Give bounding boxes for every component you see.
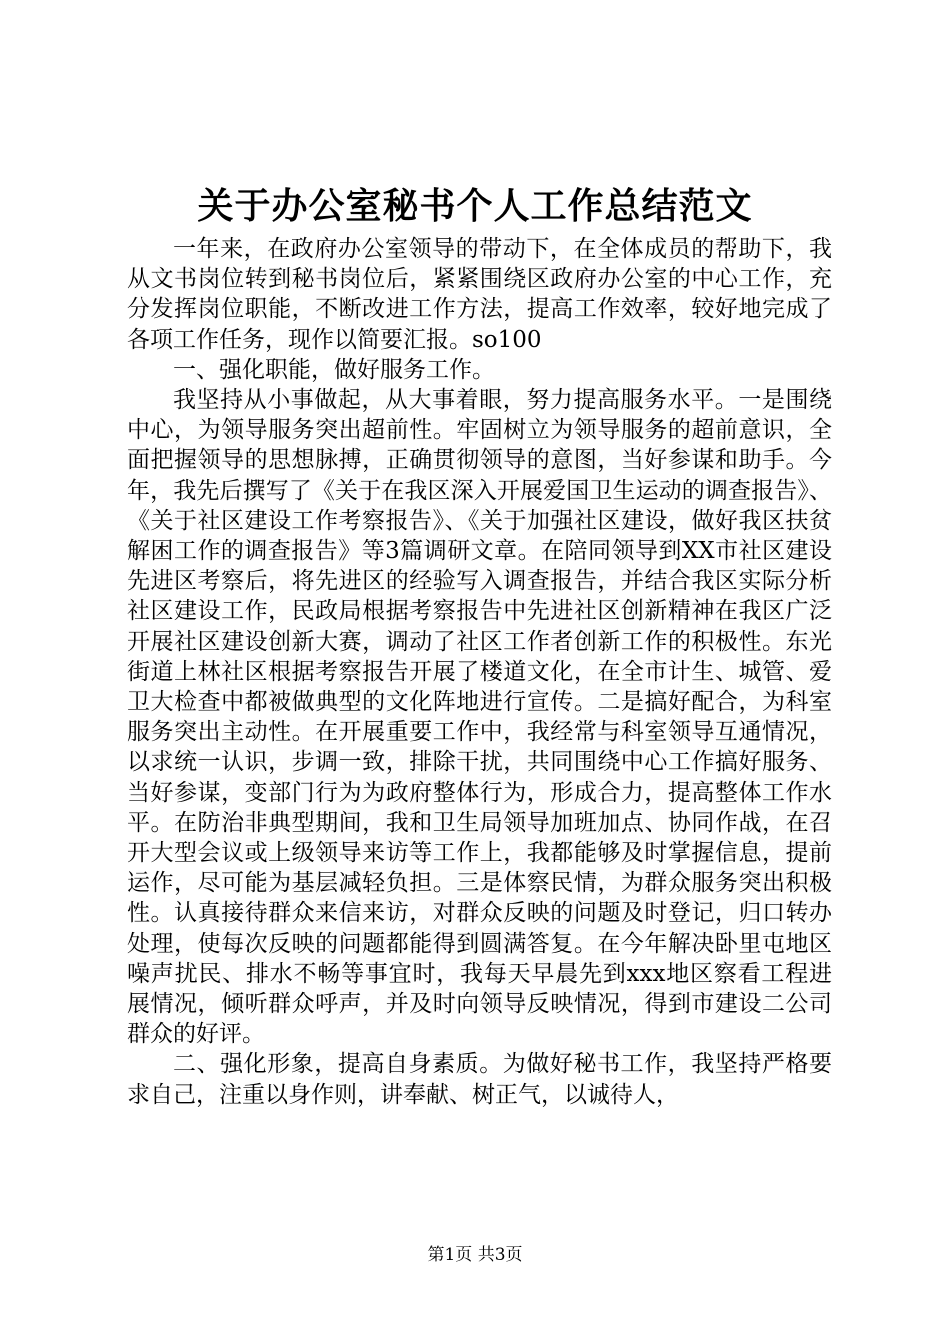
- paragraph-intro: 一年来，在政府办公室领导的带动下，在全体成员的帮助下，我从文书岗位转到秘书岗位后，紧紧围绕区政府办公室的中心工作，充分发挥岗位职能，不断改进工作方法，提高工作效率，较好地完成了各项工作任务，现作以简要汇报。so100: [127, 236, 832, 353]
- page-number-footer: 第1页 共3页: [427, 1245, 523, 1265]
- paragraph-section-1: 我坚持从小事做起，从大事着眼，努力提高服务水平。一是围绕中心，为领导服务突出超前性。牢固树立为领导服务的超前意识，全面把握领导的思想脉搏，正确贯彻领导的意图，当好参谋和助手。今年，我先后撰写了《关于在我区深入开展爱国卫生运动的调查报告》、《关于社区建设工作考察报告》、《关于加强社区建设，做好我区扶贫解困工作的调查报告》等3篇调研文章。在陪同领导到XX市社区建设先进区考察后，将先进区的经验写入调查报告，并结合我区实际分析社区建设工作，民政局根据考察报告中先进社区创新精神在我区广泛开展社区建设创新大赛，调动了社区工作者创新工作的积极性。东光街道上林社区根据考察报告开展了楼道文化，在全市计生、城管、爱卫大检查中都被做典型的文化阵地进行宣传。二是搞好配合，为科室服务突出主动性。在开展重要工作中，我经常与科室领导互通情况，以求统一认识，步调一致，排除干扰，共同围绕中心工作搞好服务、当好参谋，变部门行为为政府整体行为，形成合力，提高整体工作水平。在防治非典型期间，我和卫生局领导加班加点、协同作战，在召开大型会议或上级领导来访等工作上，我都能够及时掌握信息，提前运作，尽可能为基层减轻负担。三是体察民情，为群众服务突出积极性。认真接待群众来信来访，对群众反映的问题及时登记，归口转办处理，使每次反映的问题都能得到圆满答复。在今年解决卧里屯地区噪声扰民、排水不畅等事宜时，我每天早晨先到xxx地区察看工程进展情况，倾听群众呼声，并及时向领导反映情况，得到市建设二公司群众的好评。: [127, 387, 832, 1048]
- document-body: [127, 234, 832, 1110]
- section-heading-1: 一、强化职能，做好服务工作。: [173, 356, 495, 383]
- document-title: 关于办公室秘书个人工作总结范文: [197, 185, 753, 227]
- section-heading-2: 二、强化形象，提高自身素质。为做好秘书工作，我坚持严格要求自己，注重以身作则，讲奉献、树正气，以诚待人，: [127, 1051, 832, 1108]
